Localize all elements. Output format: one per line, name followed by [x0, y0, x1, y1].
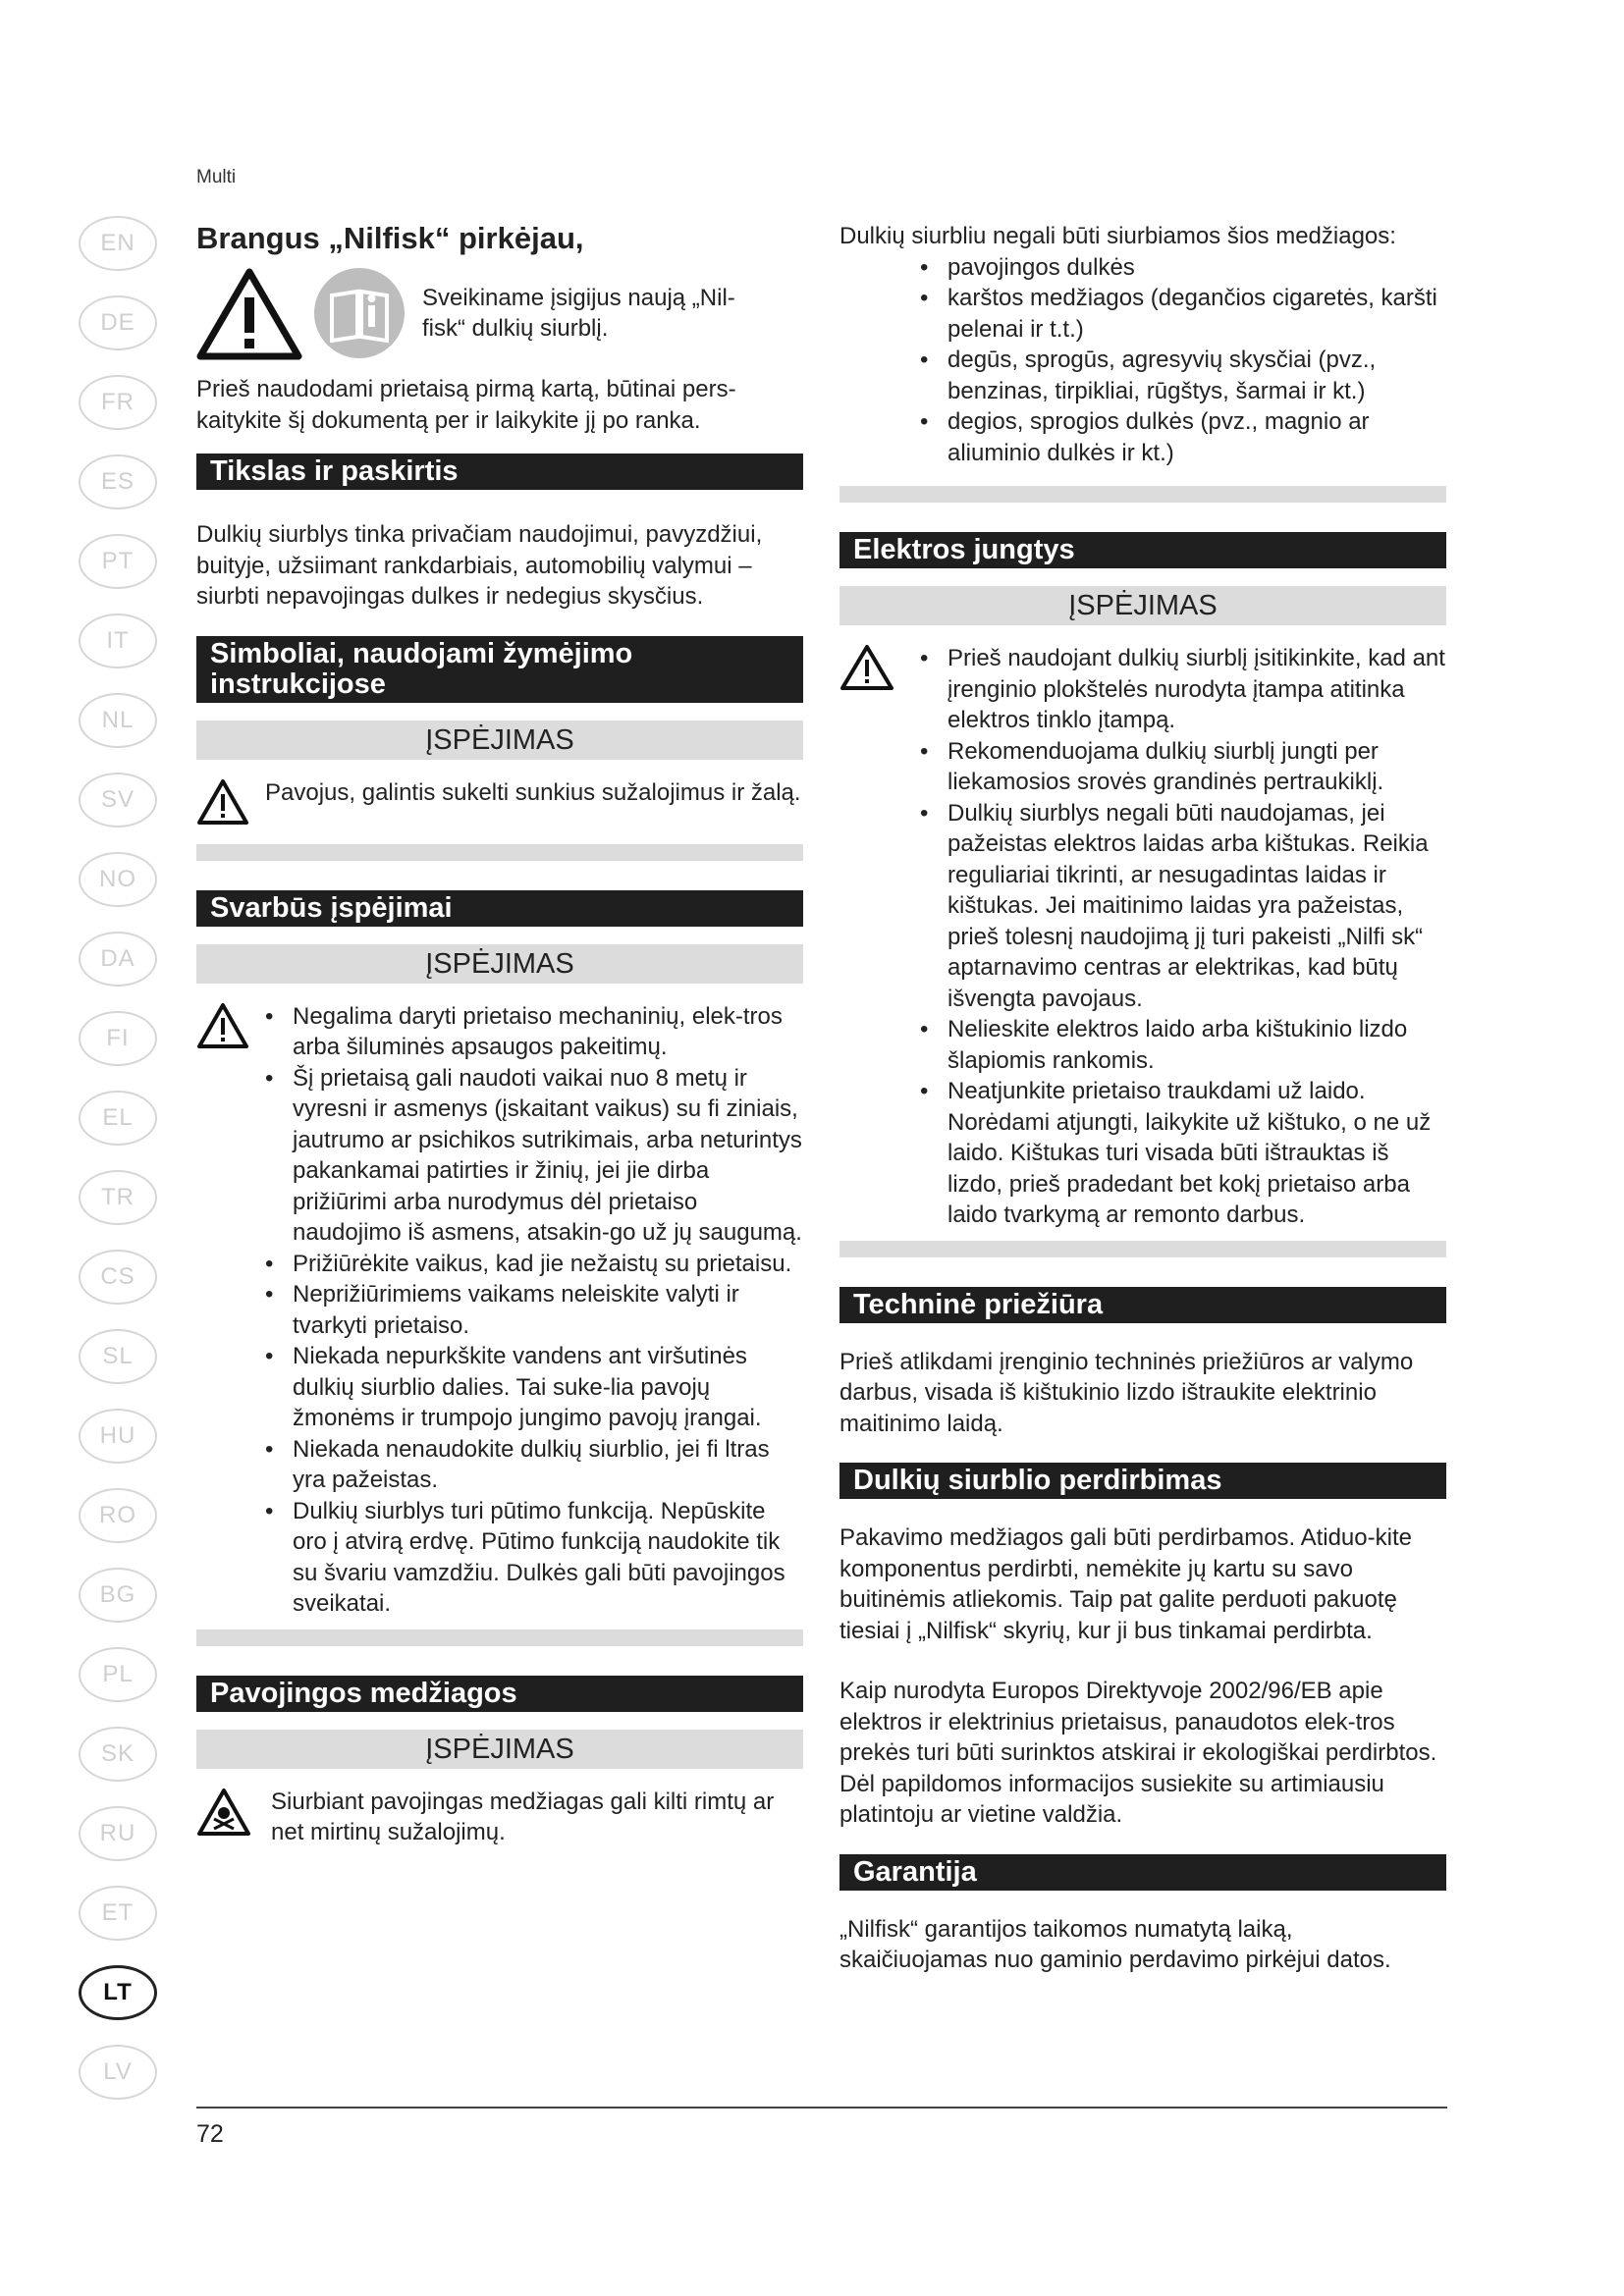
- footer-rule: [196, 2107, 1447, 2109]
- list-item: • pavojingos dulkės: [947, 252, 1446, 284]
- section-heading: Techninė priežiūra: [839, 1287, 1446, 1323]
- read-manual-icon: [312, 266, 406, 360]
- header-label: Multi: [196, 167, 237, 187]
- lang-tab[interactable]: HU: [79, 1409, 157, 1464]
- divider: [196, 844, 803, 861]
- list-item: • Šį prietaisą gali naudoti vaikai nuo 8 metų ir vyresni ir asmenys (įskaitant vaikus) su fi ziniais, jautrumo ar psichikos sutrikimais, arba neturintys pakankamai patirties ir žinių, jei jie dirba prižiūrimi arba nurodymus dėl prietaiso naudojimo iš asmens, atsakin-go už jų saugumą.: [293, 1063, 803, 1249]
- page-number: 72: [196, 2120, 224, 2148]
- list-item: • Niekada nenaudokite dulkių siurblio, jei fi ltras yra pažeistas.: [293, 1434, 803, 1496]
- list-item: • Negalima daryti prietaiso mechaninių, elek-tros arba šiluminės apsaugos pakeitimų.: [293, 1001, 803, 1063]
- list-item: • Neatjunkite prietaiso traukdami už laido. Norėdami atjungti, laikykite už kištuko, o ne už laido. Kištukas turi visada būti ištrauktas iš lizdo, prieš pradedant bet kokį prietaiso arba laido tvarkymą ar remonto darbus.: [947, 1076, 1446, 1231]
- greeting-title: Brangus „Nilfisk“ pirkėjau,: [196, 221, 584, 255]
- warning-bar: ĮSPĖJIMAS: [196, 944, 803, 984]
- list-item: • Dulkių siurblys negali būti naudojamas, jei pažeistas elektros laidas arba kištukas. Reikia reguliariai tikrinti, ar nesugadintas laidas ir kištukas. Jei maitinimo laidas yra pažeistas, prieš tolesnį naudojimą jį turi pakeisti „Nilfi sk“ aptarnavimo centras ar elektrikas, kad būtų išvengta pavojaus.: [947, 798, 1446, 1015]
- lang-tab[interactable]: TR: [79, 1170, 157, 1225]
- section-heading: Dulkių siurblio perdirbimas: [839, 1463, 1446, 1499]
- lang-tab[interactable]: DA: [79, 932, 157, 987]
- warning-triangle-icon: [196, 1001, 249, 1050]
- section-heading: Pavojingos medžiagos: [196, 1676, 803, 1712]
- warning-triangle-icon: [196, 777, 249, 827]
- hazard-intro: Dulkių siurbliu negali būti siurbiamos šios medžiagos:: [839, 223, 1396, 249]
- section-text: Pavojus, galintis sukelti sunkius sužalojimus ir žalą.: [265, 778, 801, 806]
- lang-tab[interactable]: FR: [79, 375, 157, 430]
- list-item: • karštos medžiagos (degančios cigaretės, karšti pelenai ir t.t.): [947, 283, 1446, 345]
- lang-tab-active[interactable]: LT: [79, 1965, 157, 2020]
- list-item: • Dulkių siurblys turi pūtimo funkciją. Nepūskite oro į atvirą erdvę. Pūtimo funkciją naudokite tik su švariu vamzdžiu. Dulkės gali būti pavojingos sveikatai.: [293, 1496, 803, 1620]
- warning-triangle-icon: [196, 266, 302, 360]
- lang-tab[interactable]: IT: [79, 614, 157, 668]
- list-item: • degios, sprogios dulkės (pvz., magnio ar aliuminio dulkės ir kt.): [947, 406, 1446, 468]
- list-item: • Prieš naudojant dulkių siurblį įsitikinkite, kad ant įrenginio plokštelės nurodyta įtampa atitinka elektros tinklo įtampą.: [947, 643, 1446, 736]
- divider: [839, 1241, 1446, 1257]
- section-heading: Simboliai, naudojami žymėjimo instrukcijose: [196, 636, 803, 703]
- divider: [839, 486, 1446, 503]
- section-text: Kaip nurodyta Europos Direktyvoje 2002/96/EB apie elektros ir elektrinius prietaisus, panaudotos elek-tros prekės turi būti surinktos atskirai ir ekologiškai perdirbtos. Dėl papildomos informacijos susiekite su artimiausiu platintoju ar vietine valdžia.: [839, 1678, 1437, 1828]
- lang-tab[interactable]: DE: [79, 295, 157, 350]
- lang-tab[interactable]: SK: [79, 1727, 157, 1782]
- lang-tab[interactable]: NO: [79, 852, 157, 907]
- warning-bar: ĮSPĖJIMAS: [196, 721, 803, 760]
- lang-tab[interactable]: CS: [79, 1250, 157, 1305]
- hazard-list: [947, 252, 1446, 469]
- lang-tab[interactable]: RO: [79, 1488, 157, 1543]
- intro-text: Prieš naudodami prietaisą pirmą kartą, būtinai pers-kaitykite šį dokumentą per ir laikykite jį po ranka.: [196, 376, 736, 434]
- left-column: [196, 221, 803, 1848]
- right-column: [839, 221, 1446, 1976]
- greeting-text: Sveikiname įsigijus naują „Nil-fisk“ dulkių siurblį.: [422, 284, 735, 342]
- toxic-hazard-icon: [196, 1787, 251, 1838]
- lang-tab[interactable]: EL: [79, 1091, 157, 1146]
- warning-list: [293, 1001, 803, 1620]
- section-heading: Tikslas ir paskirtis: [196, 454, 803, 490]
- language-tabs: [79, 216, 161, 2124]
- lang-tab[interactable]: SV: [79, 773, 157, 828]
- list-item: • Neprižiūrimiems vaikams neleiskite valyti ir tvarkyti prietaiso.: [293, 1279, 803, 1341]
- lang-tab[interactable]: PT: [79, 534, 157, 589]
- list-item: • Nelieskite elektros laido arba kištukinio lizdo šlapiomis rankomis.: [947, 1014, 1446, 1076]
- section-text: Prieš atlikdami įrenginio techninės priežiūros ar valymo darbus, visada iš kištukinio lizdo ištraukite elektrinio maitinimo laidą.: [839, 1348, 1414, 1437]
- section-text: Dulkių siurblys tinka privačiam naudojimui, pavyzdžiui, buityje, užsiimant rankdarbiais, automobilių valymui – siurbti nepavojingas dulkes ir nedegius skysčius.: [196, 521, 763, 610]
- lang-tab[interactable]: PL: [79, 1647, 157, 1702]
- list-item: • Rekomenduojama dulkių siurblį jungti per liekamosios srovės grandinės pertraukiklį.: [947, 736, 1446, 798]
- section-text: Siurbiant pavojingas medžiagas gali kilti rimtų ar net mirtinų sužalojimų.: [271, 1788, 775, 1845]
- list-item: • Niekada nepurkškite vandens ant viršutinės dulkių siurblio dalies. Tai suke-lia pavojų žmonėms ir trumpojo jungimo pavojų įrangai.: [293, 1341, 803, 1434]
- lang-tab[interactable]: ET: [79, 1886, 157, 1941]
- divider: [196, 1629, 803, 1646]
- lang-tab[interactable]: ES: [79, 454, 157, 509]
- warning-triangle-icon: [839, 643, 894, 692]
- electrical-warning-list: [947, 643, 1446, 1231]
- warning-bar: ĮSPĖJIMAS: [196, 1730, 803, 1769]
- warning-bar: ĮSPĖJIMAS: [839, 586, 1446, 625]
- lang-tab[interactable]: LV: [79, 2045, 157, 2100]
- section-heading: Elektros jungtys: [839, 532, 1446, 568]
- section-heading: Svarbūs įspėjimai: [196, 890, 803, 927]
- lang-tab[interactable]: NL: [79, 693, 157, 748]
- section-text: „Nilfisk“ garantijos taikomos numatytą laiką, skaičiuojamas nuo gaminio perdavimo pirkėjui datos.: [839, 1915, 1391, 1973]
- lang-tab[interactable]: RU: [79, 1806, 157, 1861]
- lang-tab[interactable]: EN: [79, 216, 157, 271]
- list-item: • Prižiūrėkite vaikus, kad jie nežaistų su prietaisu.: [293, 1249, 803, 1280]
- section-heading: Garantija: [839, 1854, 1446, 1891]
- section-text: Pakavimo medžiagos gali būti perdirbamos. Atiduo-kite komponentus perdirbti, nemėkite jų kartu su savo buitinėmis atliekomis. Taip pat galite perduoti pakuotę tiesiai į „Nilfisk“ skyrių, kur ji bus tinkamai perdirbta.: [839, 1524, 1412, 1644]
- lang-tab[interactable]: SL: [79, 1329, 157, 1384]
- lang-tab[interactable]: FI: [79, 1011, 157, 1066]
- lang-tab[interactable]: BG: [79, 1568, 157, 1623]
- list-item: • degūs, sprogūs, agresyvių skysčiai (pvz., benzinas, tirpikliai, rūgštys, šarmai ir kt.): [947, 345, 1446, 406]
